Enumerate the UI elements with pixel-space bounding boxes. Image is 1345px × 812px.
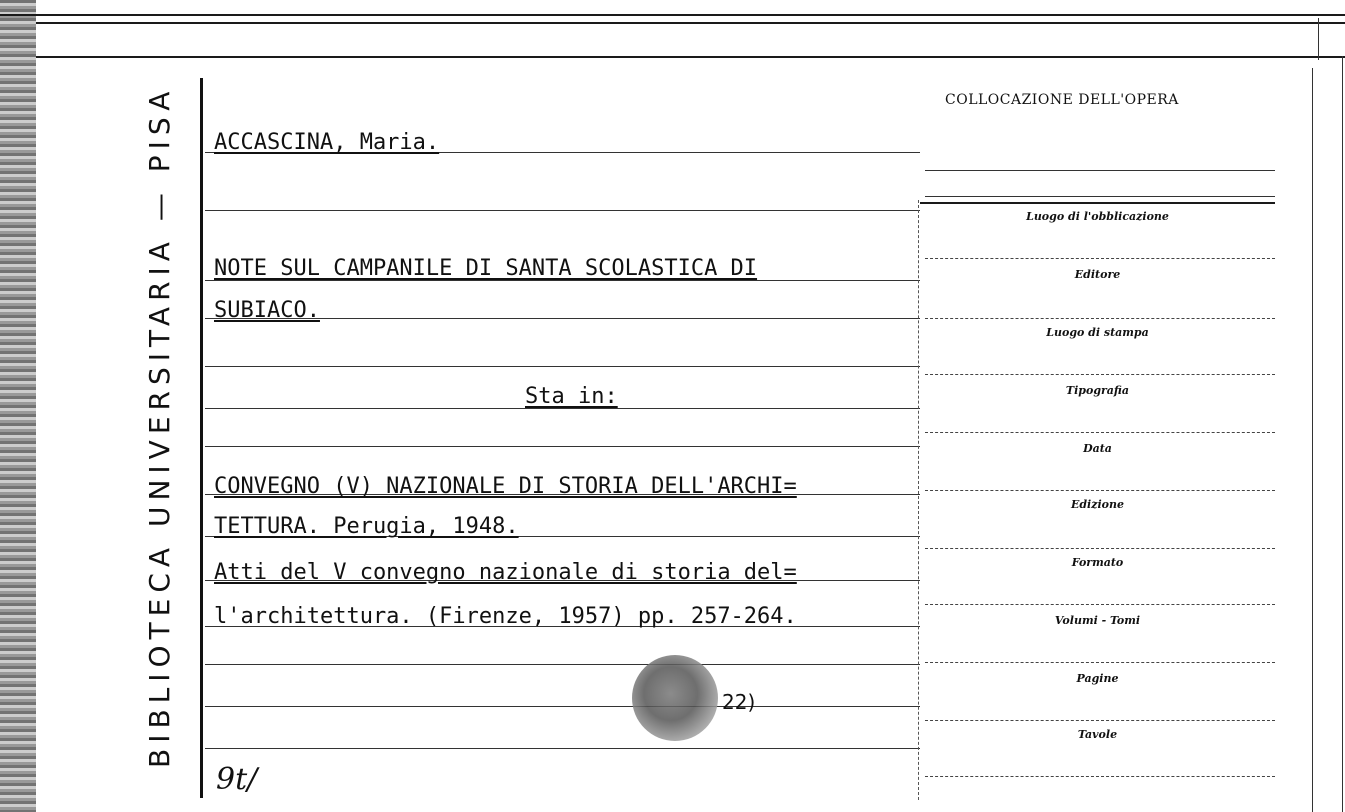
rule-12 <box>205 664 920 665</box>
source-line-1: CONVEGNO (V) NAZIONALE DI STORIA DELL'ARCHI= <box>214 474 797 499</box>
field-rule-7 <box>925 604 1275 605</box>
stamp-note: 22) <box>722 690 756 714</box>
top-border <box>0 14 1345 16</box>
source-line-4: l'architettura. (Firenze, 1957) pp. 257-264. <box>214 604 797 629</box>
scanned-edge <box>0 0 36 812</box>
rule-2 <box>205 210 920 211</box>
left-margin-line <box>200 78 203 798</box>
author-name: ACCASCINA, Maria. <box>214 130 440 155</box>
source-line-3: Atti del V convegno nazionale di storia del= <box>214 560 797 585</box>
field-edizione: Edizione <box>1070 498 1124 511</box>
library-stamp <box>632 655 718 741</box>
far-right-line <box>1342 56 1343 812</box>
handwritten-number: 9t/ <box>216 762 258 797</box>
field-formato: Formato <box>1071 556 1124 569</box>
field-rule-6 <box>925 548 1275 549</box>
field-rule-2 <box>925 318 1275 319</box>
rule-14 <box>205 748 920 749</box>
field-tavole: Tavole <box>1077 728 1118 741</box>
top-right-bracket <box>1318 18 1319 60</box>
field-luogo-stampa: Luogo di stampa <box>1046 326 1149 339</box>
right-panel-divider <box>918 200 919 800</box>
top-border-inner <box>36 22 1345 24</box>
field-rule-3 <box>925 374 1275 375</box>
right-rule-top-1 <box>925 170 1275 171</box>
field-editore: Editore <box>1074 268 1121 281</box>
sta-in-label: Sta in: <box>525 384 618 409</box>
right-margin-line <box>1312 68 1313 812</box>
field-rule-1 <box>925 258 1275 259</box>
field-rule-9 <box>925 720 1275 721</box>
field-luogo-pubblicazione: Luogo di l'obblicazione <box>1026 210 1169 223</box>
library-vertical-label: BIBLIOTECA UNIVERSITARIA — PISA <box>143 85 176 768</box>
field-volumi-tomi: Volumi - Tomi <box>1054 614 1141 627</box>
top-border-lower <box>36 56 1345 58</box>
rule-5 <box>205 366 920 367</box>
field-rule-10 <box>925 776 1275 777</box>
field-rule-4 <box>925 432 1275 433</box>
field-tipografia: Tipografia <box>1065 384 1130 397</box>
collocation-heading: COLLOCAZIONE DELL'OPERA <box>945 92 1179 108</box>
right-panel-top <box>920 202 1275 204</box>
title-line-2: SUBIACO. <box>214 298 320 323</box>
field-rule-5 <box>925 490 1275 491</box>
title-line-1: NOTE SUL CAMPANILE DI SANTA SCOLASTICA DI <box>214 256 758 281</box>
field-pagine: Pagine <box>1076 672 1119 685</box>
rule-13 <box>205 706 920 707</box>
field-data: Data <box>1083 442 1112 455</box>
right-rule-top-2 <box>925 196 1275 197</box>
field-rule-8 <box>925 662 1275 663</box>
source-line-2: TETTURA. Perugia, 1948. <box>214 514 519 539</box>
rule-7 <box>205 446 920 447</box>
